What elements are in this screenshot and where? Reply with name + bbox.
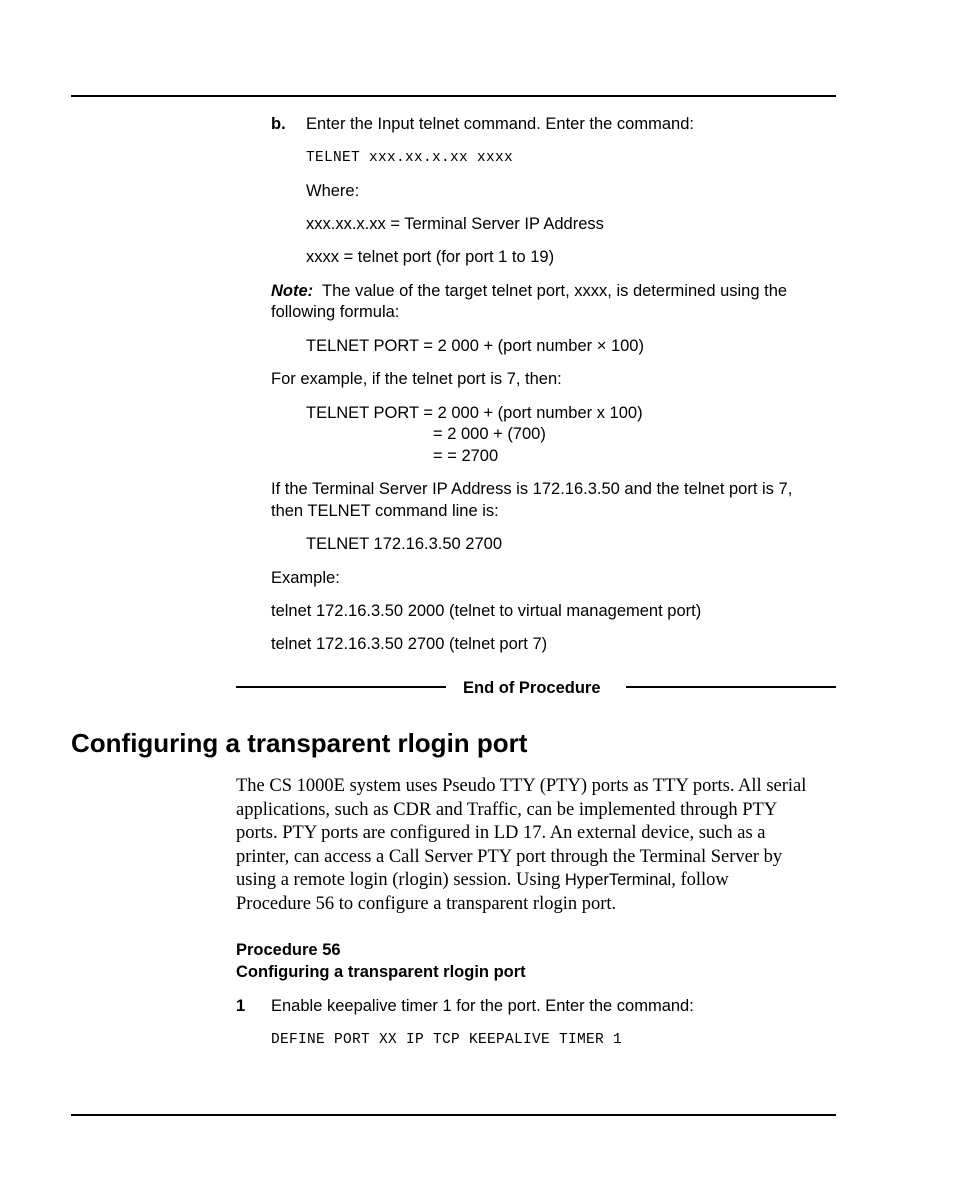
calc-line-2: = 2 000 + (700) xyxy=(433,425,546,443)
body-line-3: ports. PTY ports are configured in LD 17. An external device, such as a xyxy=(236,823,766,843)
example-line: telnet 172.16.3.50 2700 (telnet port 7) xyxy=(271,635,548,653)
calc-line-1: TELNET PORT = 2 000 + (port number x 100) xyxy=(306,404,643,422)
ip-sentence-line-2: then TELNET command line is: xyxy=(271,502,499,520)
top-rule xyxy=(71,95,836,97)
formula-text: TELNET PORT = 2 000 + (port number × 100) xyxy=(306,337,644,355)
definition-port: xxxx = telnet port (for port 1 to 19) xyxy=(306,248,555,266)
step-label: b. xyxy=(271,115,286,133)
example-label: Example: xyxy=(271,569,340,587)
example-intro: For example, if the telnet port is 7, then: xyxy=(271,370,562,388)
body-line-5 xyxy=(236,869,729,893)
procedure-number: Procedure 56 xyxy=(236,941,341,959)
body-line-5-pre: using a remote login (rlogin) session. Using xyxy=(236,870,565,890)
example-line: telnet 172.16.3.50 2000 (telnet to virtual management port) xyxy=(271,602,702,620)
bottom-rule xyxy=(71,1114,836,1116)
body-line-5-post: , follow xyxy=(671,870,729,890)
end-of-procedure: End of Procedure xyxy=(463,679,601,697)
telnet-example: TELNET 172.16.3.50 2700 xyxy=(306,535,503,553)
note-line-1: The value of the target telnet port, xxxx, is determined using the xyxy=(322,282,788,300)
ip-sentence-line-1: If the Terminal Server IP Address is 172.16.3.50 and the telnet port is 7, xyxy=(271,480,793,498)
step-1-text: Enable keepalive timer 1 for the port. Enter the command: xyxy=(271,997,694,1015)
body-line-6: Procedure 56 to configure a transparent rlogin port. xyxy=(236,894,617,914)
end-rule-right xyxy=(626,686,836,688)
command-text: TELNET xxx.xx.x.xx xxxx xyxy=(306,150,514,166)
note-line-2: following formula: xyxy=(271,303,400,321)
step-text: Enter the Input telnet command. Enter the command: xyxy=(306,115,694,133)
calc-line-3: = = 2700 xyxy=(433,447,499,465)
body-line-2: applications, such as CDR and Traffic, can be implemented through PTY xyxy=(236,800,778,820)
definition-ip: xxx.xx.x.xx = Terminal Server IP Address xyxy=(306,215,604,233)
app-name: HyperTerminal xyxy=(564,871,672,889)
body-line-1: The CS 1000E system uses Pseudo TTY (PTY) ports as TTY ports. All serial xyxy=(236,776,807,796)
note-label: Note: xyxy=(271,282,314,300)
step-number: 1 xyxy=(236,997,246,1015)
end-rule-left xyxy=(236,686,446,688)
step-1-command: DEFINE PORT XX IP TCP KEEPALIVE TIMER 1 xyxy=(271,1032,623,1048)
where-label: Where: xyxy=(306,182,360,200)
body-line-4: printer, can access a Call Server PTY port through the Terminal Server by xyxy=(236,847,783,867)
section-heading: Configuring a transparent rlogin port xyxy=(71,728,528,758)
note-paragraph xyxy=(271,280,787,302)
procedure-title: Configuring a transparent rlogin port xyxy=(236,963,526,981)
